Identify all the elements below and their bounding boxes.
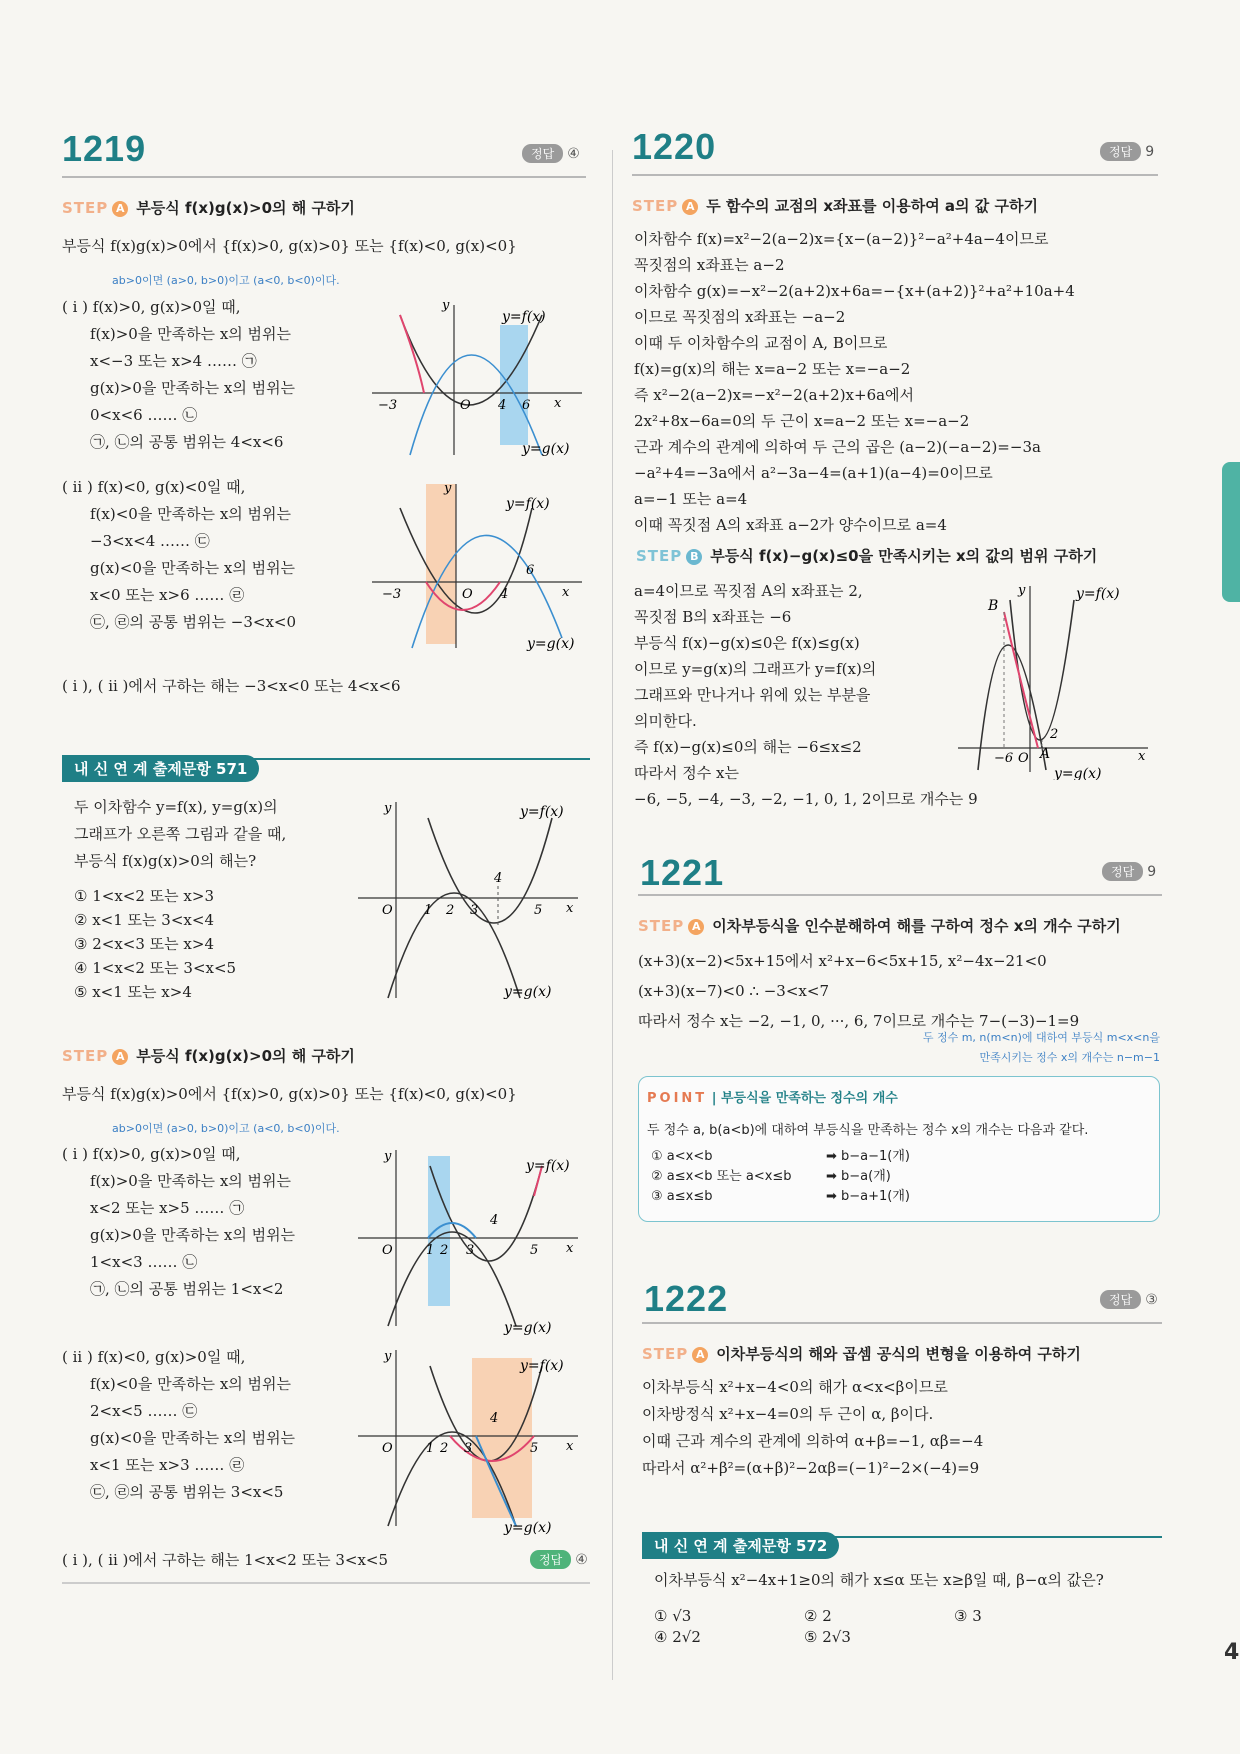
choice: ② 2 bbox=[804, 1607, 832, 1625]
question-572: 이차부등식 x²−4x+1≥0의 해가 x≤α 또는 x≥β일 때, β−α의 값은? bbox=[654, 1571, 1104, 1589]
solution-line: 이차함수 g(x)=−x²−2(a+2)x+6a=−{x+(a+2)}²+a²+10a+4 bbox=[634, 282, 1075, 300]
answer-label: 정답 bbox=[1102, 862, 1143, 881]
tick-label: 5 bbox=[530, 1243, 539, 1258]
case-line: g(x)<0을 만족하는 x의 범위는 bbox=[90, 1429, 296, 1447]
tick-label: 1 bbox=[426, 1243, 435, 1258]
case-line: f(x)<0을 만족하는 x의 범위는 bbox=[90, 1375, 292, 1393]
step-letter: B bbox=[686, 549, 702, 565]
case-line: 2<x<5 …… ㉢ bbox=[90, 1402, 198, 1420]
question-line: 두 이차함수 y=f(x), y=g(x)의 bbox=[74, 798, 278, 816]
solution-line: 이차부등식 x²+x−4<0의 해가 α<x<β이므로 bbox=[642, 1378, 948, 1396]
case-line: ㉢, ㉣의 공통 범위는 −3<x<0 bbox=[90, 613, 297, 631]
case-line: x<−3 또는 x>4 …… ㉠ bbox=[90, 352, 257, 370]
y-axis-label: y bbox=[384, 1149, 392, 1164]
problem-number-1220: 1220 bbox=[632, 126, 717, 167]
g-label: y=g(x) bbox=[1054, 766, 1102, 780]
f-label: y=f(x) bbox=[1076, 586, 1120, 602]
solution-line: (x+3)(x−7)<0 ∴ −3<x<7 bbox=[638, 982, 829, 1000]
choice: ① √3 bbox=[654, 1607, 692, 1625]
condition-note: ab>0이면 (a>0, b>0)이고 (a<0, b<0)이다. bbox=[112, 1122, 340, 1135]
tick-label: 3 bbox=[464, 1441, 473, 1456]
step-tag: STEP bbox=[62, 199, 109, 217]
solution-1221 bbox=[638, 946, 1079, 1036]
chapter-tab bbox=[1222, 462, 1240, 602]
choice: ⑤ x<1 또는 x>4 bbox=[74, 983, 192, 1001]
g-label: y=g(x) bbox=[527, 636, 575, 652]
x-axis-label: x bbox=[566, 1439, 574, 1454]
origin-label: O bbox=[462, 587, 473, 602]
shaded-region bbox=[500, 325, 531, 445]
origin-label: O bbox=[382, 1243, 393, 1258]
tick-label: 4 bbox=[490, 1411, 499, 1426]
tick-label: 6 bbox=[526, 563, 535, 578]
answer-label: 정답 bbox=[530, 1550, 571, 1569]
tick-label: 6 bbox=[522, 398, 531, 413]
solution-1220-b bbox=[634, 578, 978, 812]
case-line: ( ii ) f(x)<0, g(x)<0일 때, bbox=[62, 478, 246, 496]
header-rule bbox=[62, 176, 586, 178]
tick-label: 2 bbox=[1050, 727, 1059, 742]
condition-line: 부등식 f(x)g(x)>0에서 {f(x)>0, g(x)>0} 또는 {f(x)<0, g(x)<0} bbox=[62, 1085, 517, 1103]
case-2-571 bbox=[62, 1344, 295, 1506]
tick-label: 4 bbox=[490, 1213, 499, 1228]
solution-line: 그래프와 만나거나 위에 있는 부분을 bbox=[634, 686, 871, 704]
origin-label: O bbox=[382, 1441, 393, 1456]
solution-line: −a²+4=−3a에서 a²−3a−4=(a+1)(a−4)=0이므로 bbox=[634, 464, 993, 482]
choice: ④ 2√2 bbox=[654, 1628, 701, 1646]
problem-number-1219: 1219 bbox=[62, 128, 147, 169]
step-tag: STEP bbox=[636, 547, 683, 565]
solution-line: −6, −5, −4, −3, −2, −1, 0, 1, 2이므로 개수는 9 bbox=[634, 790, 978, 808]
solution-line: 근과 계수의 관계에 의하여 두 근의 곱은 (a−2)(−a−2)=−3a bbox=[634, 438, 1041, 456]
tick-label: −3 bbox=[378, 398, 398, 413]
solution-line: 이므로 꼭짓점의 x좌표는 −a−2 bbox=[634, 308, 846, 326]
step-tag: STEP bbox=[62, 1047, 109, 1065]
f-label: y=f(x) bbox=[506, 496, 550, 512]
step-title: 이차부등식을 인수분해하여 해를 구하여 정수 x의 개수 구하기 bbox=[712, 917, 1121, 935]
solution-line: 즉 f(x)−g(x)≤0의 해는 −6≤x≤2 bbox=[634, 738, 862, 756]
step-letter: A bbox=[692, 1347, 708, 1363]
g-curve bbox=[388, 1232, 516, 1326]
choice: ② x<1 또는 3<x<4 bbox=[74, 911, 214, 929]
question-line: 그래프가 오른쪽 그림과 같을 때, bbox=[74, 825, 287, 843]
point-b-label: B bbox=[988, 598, 999, 614]
y-axis-label: y bbox=[1018, 583, 1026, 598]
answer-value: ④ bbox=[575, 1552, 588, 1568]
answer-badge-571 bbox=[530, 1550, 588, 1569]
solution-line: 이때 근과 계수의 관계에 의하여 α+β=−1, αβ=−4 bbox=[642, 1432, 984, 1450]
graph-571-case1 bbox=[358, 1146, 588, 1336]
point-condition: ① a<x<b bbox=[651, 1149, 713, 1164]
point-condition: ③ a≤x≤b bbox=[651, 1189, 713, 1204]
header-rule bbox=[632, 174, 1158, 176]
choice: ③ 3 bbox=[954, 1607, 982, 1625]
g-label: y=g(x) bbox=[504, 1520, 552, 1536]
step-title: 부등식 f(x)g(x)>0의 해 구하기 bbox=[136, 1047, 355, 1065]
answer-badge-1219 bbox=[522, 144, 580, 163]
x-axis-label: x bbox=[554, 396, 562, 411]
answer-badge-1220 bbox=[1100, 142, 1154, 161]
solution-line: 이차함수 f(x)=x²−2(a−2)x={x−(a−2)}²−a²+4a−4이므로 bbox=[634, 230, 1049, 248]
choice: ④ 1<x<2 또는 3<x<5 bbox=[74, 959, 237, 977]
y-axis-label: y bbox=[384, 801, 392, 816]
f-label: y=f(x) bbox=[526, 1158, 570, 1174]
tick-label: 2 bbox=[446, 903, 455, 918]
step-letter: A bbox=[112, 1049, 128, 1065]
case-line: ( i ) f(x)>0, g(x)>0일 때, bbox=[62, 298, 241, 316]
choices-571 bbox=[74, 884, 236, 1004]
problem-number-1221: 1221 bbox=[640, 852, 725, 893]
question-571 bbox=[74, 794, 286, 875]
case-line: f(x)>0을 만족하는 x의 범위는 bbox=[90, 1172, 292, 1190]
step-title: 두 함수의 교점의 x좌표를 이용하여 a의 값 구하기 bbox=[706, 197, 1038, 215]
graph-571 bbox=[358, 798, 588, 1008]
point-row bbox=[651, 1167, 910, 1187]
solution-line: 따라서 정수 x는 bbox=[634, 764, 739, 782]
solution-line: (x+3)(x−2)<5x+15에서 x²+x−6<5x+15, x²−4x−21<0 bbox=[638, 952, 1047, 970]
case-line: f(x)>0을 만족하는 x의 범위는 bbox=[90, 325, 292, 343]
case-line: x<2 또는 x>5 …… ㉠ bbox=[90, 1199, 245, 1217]
step-tag: STEP bbox=[638, 917, 685, 935]
graph-571-case2 bbox=[358, 1346, 588, 1536]
conclusion-571: ( i ), ( ii )에서 구하는 해는 1<x<2 또는 3<x<5 bbox=[62, 1551, 389, 1569]
solution-line: 부등식 f(x)−g(x)≤0은 f(x)≤g(x) bbox=[634, 634, 860, 652]
step-title: 부등식 f(x)g(x)>0의 해 구하기 bbox=[136, 199, 355, 217]
f-label: y=f(x) bbox=[502, 309, 546, 325]
g-label: y=g(x) bbox=[522, 441, 570, 457]
step-tag: STEP bbox=[632, 197, 679, 215]
solution-line: 이차방정식 x²+x−4=0의 두 근이 α, β이다. bbox=[642, 1405, 934, 1423]
solution-line: 꼭짓점의 x좌표는 a−2 bbox=[634, 256, 785, 274]
f-positive-part bbox=[400, 315, 424, 393]
answer-value: ③ bbox=[1145, 1292, 1158, 1308]
graph-1220 bbox=[958, 580, 1158, 780]
tick-label: 5 bbox=[534, 903, 543, 918]
answer-label: 정답 bbox=[522, 144, 563, 163]
y-axis-label: y bbox=[442, 298, 450, 313]
solution-line: 이때 두 이차함수의 교점이 A, B이므로 bbox=[634, 334, 888, 352]
condition-note: ab>0이면 (a>0, b>0)이고 (a<0, b<0)이다. bbox=[112, 274, 340, 287]
case-line: f(x)<0을 만족하는 x의 범위는 bbox=[90, 505, 292, 523]
g-label: y=g(x) bbox=[504, 984, 552, 1000]
choice: ③ 2<x<3 또는 x>4 bbox=[74, 935, 214, 953]
tick-label: −3 bbox=[382, 587, 402, 602]
graph-1219-case1 bbox=[372, 295, 592, 465]
x-axis-label: x bbox=[1138, 749, 1146, 764]
overlap-part bbox=[1004, 612, 1038, 748]
step-a-heading-1219 bbox=[62, 197, 355, 218]
point-condition: ② a≤x<b 또는 a<x≤b bbox=[651, 1169, 792, 1184]
step-letter: A bbox=[688, 919, 704, 935]
linked-banner-571: 내 신 연 계 출제문항 571 bbox=[62, 755, 259, 782]
tick-label: 4 bbox=[498, 398, 507, 413]
graph-1219-case2 bbox=[372, 478, 592, 653]
tick-label: 4 bbox=[494, 871, 503, 886]
choices-572 bbox=[654, 1606, 1154, 1648]
case-line: ㉠, ㉡의 공통 범위는 1<x<2 bbox=[90, 1280, 284, 1298]
tick-label: 2 bbox=[440, 1441, 449, 1456]
point-heading: POINT | 부등식을 만족하는 정수의 개수 bbox=[647, 1091, 898, 1106]
point-intro: 두 정수 a, b(a<b)에 대하여 부등식을 만족하는 정수 x의 개수는 다음과 같다. bbox=[647, 1123, 1089, 1138]
solution-line: 이때 꼭짓점 A의 x좌표 a−2가 양수이므로 a=4 bbox=[634, 516, 947, 534]
case-line: ㉢, ㉣의 공통 범위는 3<x<5 bbox=[90, 1483, 284, 1501]
tick-label: −6 bbox=[994, 751, 1014, 766]
point-word: POINT bbox=[647, 1091, 708, 1106]
solution-line: 따라서 α²+β²=(α+β)²−2αβ=(−1)²−2×(−4)=9 bbox=[642, 1459, 980, 1477]
solution-1222 bbox=[642, 1374, 983, 1482]
case-line: g(x)>0을 만족하는 x의 범위는 bbox=[90, 379, 296, 397]
linked-banner-572: 내 신 연 계 출제문항 572 bbox=[642, 1532, 839, 1559]
case-line: −3<x<4 …… ㉢ bbox=[90, 532, 210, 550]
case-line: ( i ) f(x)>0, g(x)>0일 때, bbox=[62, 1145, 241, 1163]
origin-label: O bbox=[1018, 751, 1029, 766]
point-row bbox=[651, 1187, 910, 1207]
solution-1220-a bbox=[634, 226, 1075, 538]
case-line: g(x)<0을 만족하는 x의 범위는 bbox=[90, 559, 296, 577]
choice: ① 1<x<2 또는 x>3 bbox=[74, 887, 214, 905]
x-axis-label: x bbox=[566, 1241, 574, 1256]
tick-label: 1 bbox=[426, 1441, 435, 1456]
tick-label: 4 bbox=[500, 587, 509, 602]
step-a-heading-1222 bbox=[642, 1343, 1081, 1364]
f-curve bbox=[1010, 600, 1074, 740]
tick-label: 5 bbox=[530, 1441, 539, 1456]
tick-label: 1 bbox=[424, 903, 433, 918]
choice: ⑤ 2√3 bbox=[804, 1628, 851, 1646]
case-line: 0<x<6 …… ㉡ bbox=[90, 406, 198, 424]
origin-label: O bbox=[460, 398, 471, 413]
note-line: 두 정수 m, n(m<n)에 대하여 부등식 m<x<n을 bbox=[922, 1031, 1160, 1044]
g-label: y=g(x) bbox=[504, 1320, 552, 1336]
case-line: ㉠, ㉡의 공통 범위는 4<x<6 bbox=[90, 433, 284, 451]
step-a-heading-1220 bbox=[632, 195, 1038, 216]
tick-label: 2 bbox=[440, 1243, 449, 1258]
step-title: 부등식 f(x)−g(x)≤0을 만족시키는 x의 값의 범위 구하기 bbox=[710, 547, 1098, 565]
solution-line: a=4이므로 꼭짓점 A의 x좌표는 2, bbox=[634, 582, 863, 600]
step-letter: A bbox=[682, 199, 698, 215]
note-1221 bbox=[892, 1028, 1160, 1068]
case-line: ( ii ) f(x)<0, g(x)>0일 때, bbox=[62, 1348, 246, 1366]
choice-row bbox=[654, 1606, 1154, 1627]
answer-value: 9 bbox=[1145, 144, 1155, 160]
solution-line: 2x²+8x−6a=0의 두 근이 x=a−2 또는 x=−a−2 bbox=[634, 412, 970, 430]
f-label: y=f(x) bbox=[520, 804, 564, 820]
question-line: 부등식 f(x)g(x)>0의 해는? bbox=[74, 852, 257, 870]
solution-line: f(x)=g(x)의 해는 x=a−2 또는 x=−a−2 bbox=[634, 360, 911, 378]
case-2 bbox=[62, 474, 296, 636]
tick-label: 3 bbox=[470, 903, 479, 918]
header-rule bbox=[638, 894, 1162, 896]
condition-line: 부등식 f(x)g(x)>0에서 {f(x)>0, g(x)>0} 또는 {f(x)<0, g(x)<0} bbox=[62, 237, 517, 255]
point-box bbox=[638, 1076, 1160, 1222]
case-line: 1<x<3 …… ㉡ bbox=[90, 1253, 198, 1271]
page-number: 4 bbox=[1224, 1640, 1240, 1665]
point-result: ➡ b−a+1(개) bbox=[826, 1189, 911, 1204]
conclusion-1219: ( i ), ( ii )에서 구하는 해는 −3<x<0 또는 4<x<6 bbox=[62, 677, 401, 695]
answer-label: 정답 bbox=[1100, 1290, 1141, 1309]
step-b-heading-1220 bbox=[636, 545, 1097, 566]
point-a-label: A bbox=[1040, 746, 1051, 762]
note-line: 만족시키는 정수 x의 개수는 n−m−1 bbox=[979, 1051, 1160, 1064]
step-letter: A bbox=[112, 201, 128, 217]
answer-value: ④ bbox=[567, 146, 580, 162]
answer-label: 정답 bbox=[1100, 142, 1141, 161]
solution-line: 꼭짓점 B의 x좌표는 −6 bbox=[634, 608, 792, 626]
answer-badge-1221 bbox=[1102, 862, 1156, 881]
step-a-heading-1221 bbox=[638, 915, 1121, 936]
shaded-region bbox=[428, 1156, 450, 1306]
point-row bbox=[651, 1147, 910, 1167]
point-result: ➡ b−a(개) bbox=[826, 1169, 891, 1184]
answer-value: 9 bbox=[1147, 864, 1157, 880]
problem-number-1222: 1222 bbox=[644, 1278, 729, 1319]
column-divider bbox=[612, 150, 613, 1680]
y-axis-label: y bbox=[444, 481, 452, 496]
step-title: 이차부등식의 해와 곱셈 공식의 변형을 이용하여 구하기 bbox=[716, 1345, 1081, 1363]
solution-line: a=−1 또는 a=4 bbox=[634, 490, 748, 508]
answer-badge-1222 bbox=[1100, 1290, 1158, 1309]
section-rule bbox=[62, 1582, 590, 1584]
solution-line: 즉 x²−2(a−2)x=−x²−2(a+2)x+6a에서 bbox=[634, 386, 915, 404]
shaded-region bbox=[426, 484, 456, 644]
case-line: x<0 또는 x>6 …… ㉣ bbox=[90, 586, 245, 604]
case-line: g(x)>0을 만족하는 x의 범위는 bbox=[90, 1226, 296, 1244]
header-rule bbox=[642, 1322, 1162, 1324]
case-1-571 bbox=[62, 1141, 295, 1303]
solution-line: 의미한다. bbox=[634, 712, 697, 730]
point-result: ➡ b−a−1(개) bbox=[826, 1149, 911, 1164]
choice-row bbox=[654, 1627, 1154, 1648]
x-axis-label: x bbox=[562, 585, 570, 600]
case-1 bbox=[62, 294, 295, 456]
step-tag: STEP bbox=[642, 1345, 689, 1363]
point-title: 부등식을 만족하는 정수의 개수 bbox=[720, 1091, 898, 1106]
case-line: x<1 또는 x>3 …… ㉣ bbox=[90, 1456, 245, 1474]
solution-line: 따라서 정수 x는 −2, −1, 0, ···, 6, 7이므로 개수는 7−(−3)−1=9 bbox=[638, 1012, 1080, 1030]
y-axis-label: y bbox=[384, 1349, 392, 1364]
solution-line: 이므로 y=g(x)의 그래프가 y=f(x)의 bbox=[634, 660, 877, 678]
origin-label: O bbox=[382, 903, 393, 918]
point-rows bbox=[651, 1147, 910, 1207]
x-axis-label: x bbox=[566, 901, 574, 916]
tick-label: 3 bbox=[466, 1243, 475, 1258]
step-a-heading-571 bbox=[62, 1045, 355, 1066]
f-label: y=f(x) bbox=[520, 1358, 564, 1374]
